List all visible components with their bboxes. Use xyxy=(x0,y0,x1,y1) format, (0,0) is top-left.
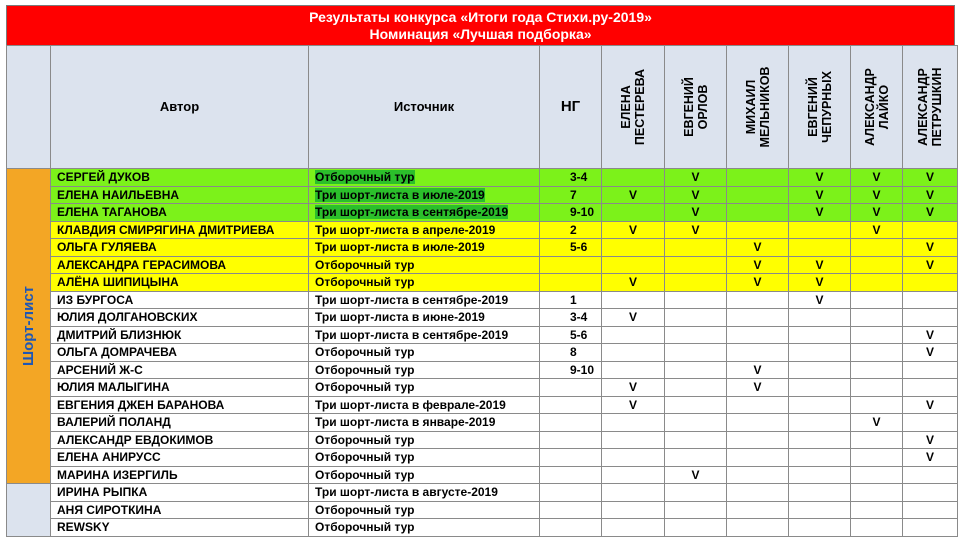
ng-cell xyxy=(540,414,602,432)
vote-cell xyxy=(789,326,851,344)
vote-cell xyxy=(727,449,789,467)
table-row xyxy=(7,256,958,274)
table-row xyxy=(7,361,958,379)
author-cell: АЛЕКСАНДРА ГЕРАСИМОВА xyxy=(51,256,309,274)
table-row xyxy=(7,186,958,204)
vote-cell xyxy=(851,256,903,274)
vote-cell xyxy=(851,274,903,292)
vote-cell xyxy=(789,484,851,502)
judge-name: ЕВГЕНИЙ ЧЕПУРНЫХ xyxy=(805,71,834,143)
ng-cell xyxy=(540,396,602,414)
table-row xyxy=(7,239,958,257)
vote-cell: V xyxy=(789,169,851,187)
vote-cell: V xyxy=(727,361,789,379)
source-cell xyxy=(309,204,540,222)
ng-cell: 5-6 xyxy=(540,326,602,344)
table-row xyxy=(7,204,958,222)
vote-cell xyxy=(851,396,903,414)
vote-cell: V xyxy=(851,204,903,222)
vote-cell: V xyxy=(903,396,958,414)
source-text: Три шорт-листа в январе-2019 xyxy=(315,415,496,430)
author-cell: ДМИТРИЙ БЛИЗНЮК xyxy=(51,326,309,344)
vote-cell xyxy=(789,309,851,327)
source-cell xyxy=(309,274,540,292)
vote-cell xyxy=(665,256,727,274)
vote-cell: V xyxy=(851,414,903,432)
vote-cell xyxy=(903,361,958,379)
vote-cell xyxy=(789,431,851,449)
vote-cell: V xyxy=(903,449,958,467)
vote-cell xyxy=(789,519,851,537)
source-text: Отборочный тур xyxy=(315,362,415,377)
vote-cell: V xyxy=(602,186,665,204)
source-cell xyxy=(309,449,540,467)
source-cell xyxy=(309,326,540,344)
vote-cell: V xyxy=(727,256,789,274)
table-row xyxy=(7,344,958,362)
source-text: Отборочный тур xyxy=(315,450,415,465)
ng-cell: 5-6 xyxy=(540,239,602,257)
vote-cell xyxy=(665,431,727,449)
vote-cell: V xyxy=(903,326,958,344)
header-judge-5 xyxy=(851,46,903,169)
source-cell xyxy=(309,484,540,502)
vote-cell xyxy=(851,484,903,502)
header-author: Автор xyxy=(51,46,309,169)
source-cell xyxy=(309,309,540,327)
source-text: Три шорт-листа в сентябре-2019 xyxy=(315,205,509,220)
author-cell: АРСЕНИЙ Ж-С xyxy=(51,361,309,379)
vote-cell xyxy=(789,414,851,432)
vote-cell xyxy=(851,449,903,467)
source-cell xyxy=(309,519,540,537)
source-text: Три шорт-листа в сентябре-2019 xyxy=(315,292,509,307)
vote-cell xyxy=(789,239,851,257)
vote-cell xyxy=(789,344,851,362)
table-row xyxy=(7,169,958,187)
header-ng: НГ xyxy=(540,46,602,169)
vote-cell xyxy=(903,309,958,327)
vote-cell xyxy=(903,466,958,484)
vote-cell xyxy=(665,239,727,257)
vote-cell xyxy=(602,519,665,537)
ng-cell xyxy=(540,519,602,537)
ng-cell xyxy=(540,466,602,484)
vote-cell: V xyxy=(665,204,727,222)
vote-cell: V xyxy=(665,466,727,484)
header-source: Источник xyxy=(309,46,540,169)
table-row xyxy=(7,466,958,484)
vote-cell xyxy=(665,501,727,519)
source-cell xyxy=(309,291,540,309)
judge-name: ЕВГЕНИЙ ОРЛОВ xyxy=(681,77,710,137)
vote-cell xyxy=(851,361,903,379)
vote-cell xyxy=(903,519,958,537)
author-cell: КЛАВДИЯ СМИРЯГИНА ДМИТРИЕВА xyxy=(51,221,309,239)
vote-cell xyxy=(727,221,789,239)
vote-cell xyxy=(602,466,665,484)
vote-cell xyxy=(727,186,789,204)
ng-cell xyxy=(540,256,602,274)
ng-cell: 8 xyxy=(540,344,602,362)
vote-cell xyxy=(665,344,727,362)
vote-cell: V xyxy=(665,186,727,204)
header-judge-4 xyxy=(789,46,851,169)
results-sheet xyxy=(6,5,955,537)
vote-cell xyxy=(727,291,789,309)
ng-cell: 3-4 xyxy=(540,309,602,327)
vote-cell: V xyxy=(903,431,958,449)
vote-cell xyxy=(851,326,903,344)
table-row xyxy=(7,221,958,239)
header-judge-1 xyxy=(602,46,665,169)
vote-cell xyxy=(727,414,789,432)
vote-cell xyxy=(602,501,665,519)
source-text: Отборочный тур xyxy=(315,380,415,395)
vote-cell xyxy=(727,396,789,414)
title-line-1: Результаты конкурса «Итоги года Стихи.ру-2019» xyxy=(309,9,652,25)
vote-cell xyxy=(851,466,903,484)
vote-cell xyxy=(665,379,727,397)
vote-cell xyxy=(602,361,665,379)
source-text: Три шорт-листа в июле-2019 xyxy=(315,240,485,255)
source-cell xyxy=(309,186,540,204)
source-text: Отборочный тур xyxy=(315,502,415,517)
source-cell xyxy=(309,379,540,397)
vote-cell xyxy=(727,344,789,362)
ng-cell: 3-4 xyxy=(540,169,602,187)
results-body xyxy=(7,169,958,537)
vote-cell: V xyxy=(851,221,903,239)
vote-cell xyxy=(727,309,789,327)
ng-cell: 9-10 xyxy=(540,361,602,379)
source-cell xyxy=(309,239,540,257)
source-cell xyxy=(309,396,540,414)
vote-cell xyxy=(903,414,958,432)
shortlist-side-label xyxy=(7,169,51,484)
author-cell: REWSKY xyxy=(51,519,309,537)
vote-cell xyxy=(602,449,665,467)
vote-cell xyxy=(727,431,789,449)
source-cell xyxy=(309,501,540,519)
table-row xyxy=(7,431,958,449)
vote-cell xyxy=(602,484,665,502)
vote-cell: V xyxy=(851,186,903,204)
vote-cell xyxy=(903,501,958,519)
table-row xyxy=(7,484,958,502)
vote-cell: V xyxy=(602,309,665,327)
judge-name: АЛЕКСАНДР ЛАЙКО xyxy=(862,68,891,146)
header-judge-2 xyxy=(665,46,727,169)
vote-cell: V xyxy=(903,204,958,222)
vote-cell: V xyxy=(727,239,789,257)
author-cell: ЕЛЕНА НАИЛЬЕВНА xyxy=(51,186,309,204)
vote-cell: V xyxy=(789,204,851,222)
source-text: Три шорт-листа в апреле-2019 xyxy=(315,222,496,237)
vote-cell xyxy=(665,449,727,467)
table-row xyxy=(7,309,958,327)
source-cell xyxy=(309,361,540,379)
ng-cell xyxy=(540,379,602,397)
table-row xyxy=(7,291,958,309)
vote-cell xyxy=(789,379,851,397)
side-spacer xyxy=(7,484,51,537)
source-text: Отборочный тур xyxy=(315,432,415,447)
vote-cell: V xyxy=(727,274,789,292)
vote-cell xyxy=(851,431,903,449)
vote-cell: V xyxy=(602,221,665,239)
vote-cell xyxy=(851,309,903,327)
author-cell: ОЛЬГА ГУЛЯЕВА xyxy=(51,239,309,257)
vote-cell xyxy=(851,291,903,309)
vote-cell xyxy=(665,396,727,414)
source-text: Три шорт-листа в августе-2019 xyxy=(315,485,498,500)
author-cell: АЛЕКСАНДР ЕВДОКИМОВ xyxy=(51,431,309,449)
author-cell: ЮЛИЯ ДОЛГАНОВСКИХ xyxy=(51,309,309,327)
vote-cell xyxy=(602,204,665,222)
vote-cell: V xyxy=(903,186,958,204)
title-line-2: Номинация «Лучшая подборка» xyxy=(369,26,592,42)
vote-cell xyxy=(789,501,851,519)
table-row xyxy=(7,414,958,432)
vote-cell xyxy=(789,449,851,467)
vote-cell: V xyxy=(727,379,789,397)
ng-cell xyxy=(540,431,602,449)
source-text: Три шорт-листа в сентябре-2019 xyxy=(315,327,509,342)
source-text: Три шорт-листа в июле-2019 xyxy=(315,187,485,202)
vote-cell xyxy=(602,239,665,257)
vote-cell xyxy=(851,344,903,362)
vote-cell xyxy=(851,379,903,397)
source-cell xyxy=(309,221,540,239)
vote-cell xyxy=(851,501,903,519)
vote-cell xyxy=(789,361,851,379)
vote-cell: V xyxy=(851,169,903,187)
vote-cell xyxy=(665,414,727,432)
judge-name: МИХАИЛ МЕЛЬНИКОВ xyxy=(743,66,772,148)
vote-cell xyxy=(789,466,851,484)
ng-cell: 1 xyxy=(540,291,602,309)
header-row xyxy=(7,46,958,169)
vote-cell xyxy=(903,221,958,239)
vote-cell: V xyxy=(789,274,851,292)
vote-cell xyxy=(789,221,851,239)
ng-cell: 7 xyxy=(540,186,602,204)
source-text: Три шорт-листа в июне-2019 xyxy=(315,310,485,325)
author-cell: ВАЛЕРИЙ ПОЛАНД xyxy=(51,414,309,432)
vote-cell: V xyxy=(903,169,958,187)
header-judge-3 xyxy=(727,46,789,169)
ng-cell xyxy=(540,484,602,502)
source-text: Отборочный тур xyxy=(315,257,415,272)
vote-cell xyxy=(903,291,958,309)
author-cell: ОЛЬГА ДОМРАЧЕВА xyxy=(51,344,309,362)
ng-cell: 2 xyxy=(540,221,602,239)
table-row xyxy=(7,396,958,414)
source-cell xyxy=(309,344,540,362)
vote-cell: V xyxy=(789,291,851,309)
vote-cell: V xyxy=(602,379,665,397)
vote-cell: V xyxy=(903,239,958,257)
vote-cell: V xyxy=(789,186,851,204)
title-banner xyxy=(6,5,955,45)
table-row xyxy=(7,274,958,292)
vote-cell xyxy=(665,361,727,379)
vote-cell xyxy=(851,519,903,537)
vote-cell xyxy=(602,291,665,309)
vote-cell xyxy=(727,169,789,187)
vote-cell: V xyxy=(903,344,958,362)
author-cell: ЕЛЕНА ТАГАНОВА xyxy=(51,204,309,222)
judge-name: АЛЕКСАНДР ПЕТРУШКИН xyxy=(916,67,944,147)
author-cell: ИЗ БУРГОСА xyxy=(51,291,309,309)
vote-cell: V xyxy=(602,274,665,292)
vote-cell xyxy=(727,519,789,537)
author-cell: ЕЛЕНА АНИРУСС xyxy=(51,449,309,467)
vote-cell xyxy=(665,291,727,309)
header-judge-6 xyxy=(903,46,958,169)
shortlist-label: Шорт-лист xyxy=(19,286,37,366)
source-text: Отборочный тур xyxy=(315,345,415,360)
vote-cell xyxy=(903,274,958,292)
source-text: Отборочный тур xyxy=(315,275,415,290)
vote-cell: V xyxy=(789,256,851,274)
author-cell: АЛЁНА ШИПИЦЫНА xyxy=(51,274,309,292)
source-cell xyxy=(309,431,540,449)
ng-cell xyxy=(540,501,602,519)
judge-name: ЕЛЕНА ПЕСТЕРЕВА xyxy=(619,68,647,146)
source-text: Отборочный тур xyxy=(315,170,415,185)
source-cell xyxy=(309,414,540,432)
vote-cell xyxy=(727,326,789,344)
author-cell: ЮЛИЯ МАЛЫГИНА xyxy=(51,379,309,397)
header-corner xyxy=(7,46,51,169)
vote-cell xyxy=(602,326,665,344)
vote-cell xyxy=(665,326,727,344)
author-cell: АНЯ СИРОТКИНА xyxy=(51,501,309,519)
author-cell: ЕВГЕНИЯ ДЖЕН БАРАНОВА xyxy=(51,396,309,414)
table-row xyxy=(7,326,958,344)
vote-cell: V xyxy=(602,396,665,414)
source-cell xyxy=(309,466,540,484)
source-cell xyxy=(309,256,540,274)
vote-cell xyxy=(727,466,789,484)
table-row xyxy=(7,519,958,537)
ng-cell: 9-10 xyxy=(540,204,602,222)
vote-cell xyxy=(789,396,851,414)
author-cell: МАРИНА ИЗЕРГИЛЬ xyxy=(51,466,309,484)
vote-cell xyxy=(665,309,727,327)
vote-cell xyxy=(602,169,665,187)
vote-cell: V xyxy=(665,221,727,239)
vote-cell xyxy=(727,484,789,502)
vote-cell xyxy=(727,501,789,519)
author-cell: СЕРГЕЙ ДУКОВ xyxy=(51,169,309,187)
vote-cell xyxy=(665,274,727,292)
vote-cell xyxy=(903,484,958,502)
source-text: Отборочный тур xyxy=(315,520,415,535)
table-row xyxy=(7,449,958,467)
vote-cell xyxy=(665,519,727,537)
author-cell: ИРИНА РЫПКА xyxy=(51,484,309,502)
vote-cell: V xyxy=(665,169,727,187)
vote-cell xyxy=(602,344,665,362)
vote-cell xyxy=(665,484,727,502)
vote-cell xyxy=(727,204,789,222)
vote-cell: V xyxy=(903,256,958,274)
table-row xyxy=(7,379,958,397)
vote-cell xyxy=(602,256,665,274)
vote-cell xyxy=(602,431,665,449)
ng-cell xyxy=(540,274,602,292)
results-table xyxy=(6,45,958,537)
source-cell xyxy=(309,169,540,187)
ng-cell xyxy=(540,449,602,467)
vote-cell xyxy=(602,414,665,432)
vote-cell xyxy=(903,379,958,397)
source-text: Отборочный тур xyxy=(315,467,415,482)
source-text: Три шорт-листа в феврале-2019 xyxy=(315,397,506,412)
vote-cell xyxy=(851,239,903,257)
table-row xyxy=(7,501,958,519)
